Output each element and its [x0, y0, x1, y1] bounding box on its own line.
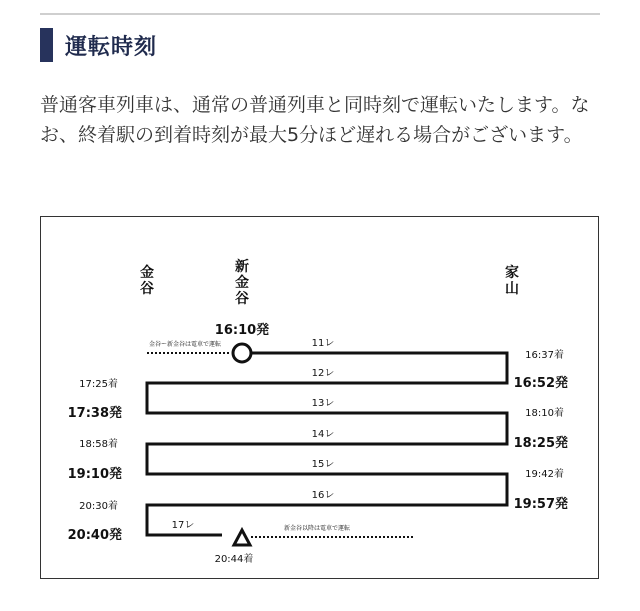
- train-label: 12レ: [311, 368, 335, 379]
- train-label: 16レ: [311, 490, 335, 501]
- start-note: 金谷ー新金谷は電車で運転: [149, 341, 222, 348]
- route-path: [147, 353, 507, 535]
- train-label: 17レ: [171, 520, 195, 531]
- station-ieyama-label: [505, 264, 519, 297]
- start-circle-marker: [233, 344, 251, 362]
- train-label: 11レ: [311, 338, 335, 349]
- station-ieyama-char-2: 山: [505, 281, 519, 297]
- station-kanaya-char-1: 金: [140, 265, 154, 281]
- station-shin-kanaya-char-2: 金: [235, 275, 249, 291]
- station-shin-kanaya-char-3: 谷: [235, 291, 249, 307]
- train-label: 15レ: [311, 459, 335, 470]
- kanaya-departure-time: 19:10発: [67, 467, 122, 482]
- start-time: 16:10発: [214, 323, 270, 338]
- station-ieyama-char-1: 家: [505, 265, 519, 281]
- section-title: 運転時刻: [65, 34, 158, 60]
- end-triangle-marker: [234, 530, 250, 545]
- ieyama-departure-time: 16:52発: [513, 376, 568, 391]
- section-heading: [40, 27, 157, 63]
- timetable-diagram: [40, 216, 599, 579]
- station-shin-kanaya-char-1: 新: [235, 259, 249, 275]
- description-text: 普通客車列車は、通常の普通列車と同時刻で運転いたします。なお、終着駅の到着時刻が最大5分ほど遅れる場合がございます。: [40, 94, 590, 146]
- station-kanaya-char-2: 谷: [140, 281, 154, 297]
- ieyama-arrival-time: 16:37着: [525, 350, 564, 361]
- kanaya-departure-time: 20:40発: [67, 528, 122, 543]
- station-shin-kanaya-label: [235, 258, 249, 307]
- top-divider: [40, 13, 600, 15]
- kanaya-arrival-time: 20:30着: [79, 501, 118, 512]
- ieyama-departure-time: 18:25発: [513, 436, 568, 451]
- diagram-svg: [41, 217, 600, 580]
- end-note: 新金谷以降は電車で運転: [284, 525, 351, 532]
- ieyama-arrival-time: 18:10着: [525, 408, 564, 419]
- train-label: 14レ: [311, 429, 335, 440]
- kanaya-arrival-time: 18:58着: [79, 439, 118, 450]
- ieyama-arrival-time: 19:42着: [525, 469, 564, 480]
- end-time: 20:44着: [214, 554, 254, 565]
- station-kanaya-label: [140, 264, 154, 297]
- heading-accent-bar: [40, 28, 53, 62]
- kanaya-arrival-time: 17:25着: [79, 379, 118, 390]
- kanaya-departure-time: 17:38発: [67, 406, 122, 421]
- train-label: 13レ: [311, 398, 335, 409]
- ieyama-departure-time: 19:57発: [513, 497, 568, 512]
